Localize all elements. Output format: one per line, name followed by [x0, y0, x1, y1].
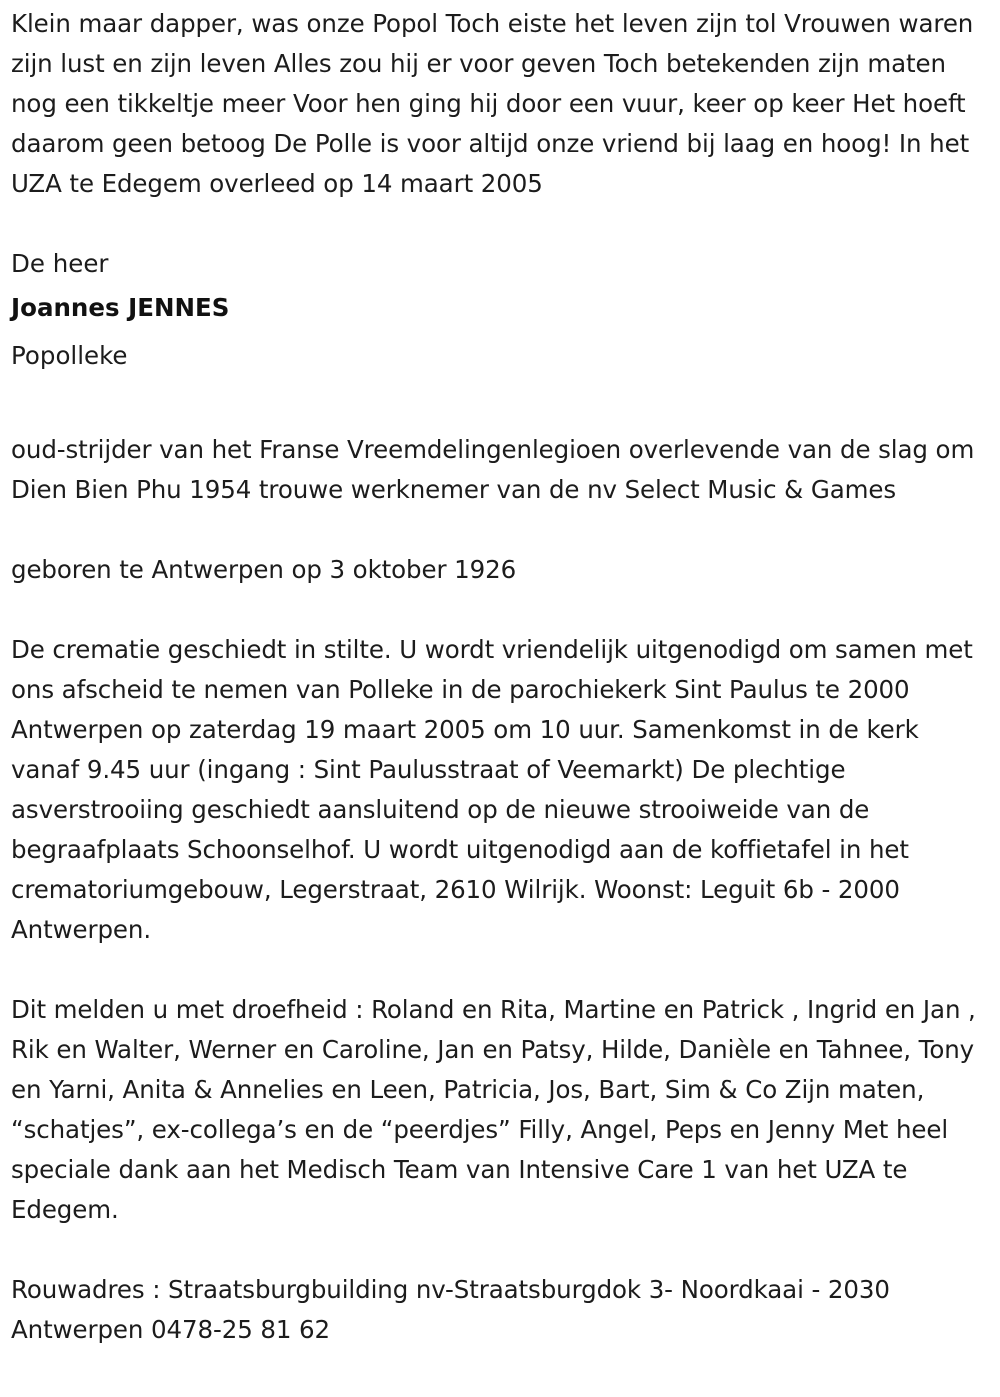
spacer	[11, 380, 991, 430]
announcement: Dit melden u met droefheid : Roland en Rita, Martine en Patrick , Ingrid en Jan , Rik en Walter, Werner en Caroline, Jan en Patsy, Hilde, Danièle en Tahnee, Tony en Yarni, Anita & Annelies en Leen, Patricia, Jos, Bart, Sim & Co Zijn maten, “schatjes”, ex-collega’s en de “peerdjes” Filly, Angel, Peps en Jenny Met heel speciale dank aan het Medisch Team van Intensive Care 1 van het UZA te Edegem.	[11, 995, 976, 1224]
intro-poem: Klein maar dapper, was onze Popol Toch eiste het leven zijn tol Vrouwen waren zijn lust en zijn leven Alles zou hij er voor geven Toch betekenden zijn maten nog een tikkeltje meer Voor hen ging hij door een vuur, keer op keer Het hoeft daarom geen betoog De Polle is voor altijd onze vriend bij laag en hoog! In het UZA te Edegem overleed op 14 maart 2005	[11, 9, 974, 198]
mourning-address: Rouwadres : Straatsburgbuilding nv-Straatsburgdok 3- Noordkaai - 2030 Antwerpen 0478-25 81 62	[11, 1275, 890, 1344]
ceremony-info: De crematie geschiedt in stilte. U wordt vriendelijk uitgenodigd om samen met ons afscheid te nemen van Polleke in de parochiekerk Sint Paulus te 2000 Antwerpen op zaterdag 19 maart 2005 om 10 uur. Samenkomst in de kerk vanaf 9.45 uur (ingang : Sint Paulusstraat of Veemarkt) De plechtige asverstrooiing geschiedt aansluitend op de nieuwe strooiweide van de begraafplaats Schoonselhof. U wordt uitgenodigd aan de koffietafel in het crematoriumgebouw, Legerstraat, 2610 Wilrijk. Woonst: Leguit 6b - 2000 Antwerpen.	[11, 635, 973, 944]
obituary-document	[11, 4, 991, 1350]
honorific: De heer	[11, 249, 109, 278]
birth-info: geboren te Antwerpen op 3 oktober 1926	[11, 555, 517, 584]
description: oud-strijder van het Franse Vreemdelingenlegioen overlevende van de slag om Dien Bien Phu 1954 trouwe werknemer van de nv Select Music & Games	[11, 435, 975, 504]
spacer	[11, 950, 991, 990]
nickname: Popolleke	[11, 341, 128, 370]
spacer	[11, 1230, 991, 1270]
spacer	[11, 510, 991, 550]
spacer	[11, 590, 991, 630]
deceased-name: Joannes JENNES	[11, 293, 230, 322]
spacer	[11, 204, 991, 244]
